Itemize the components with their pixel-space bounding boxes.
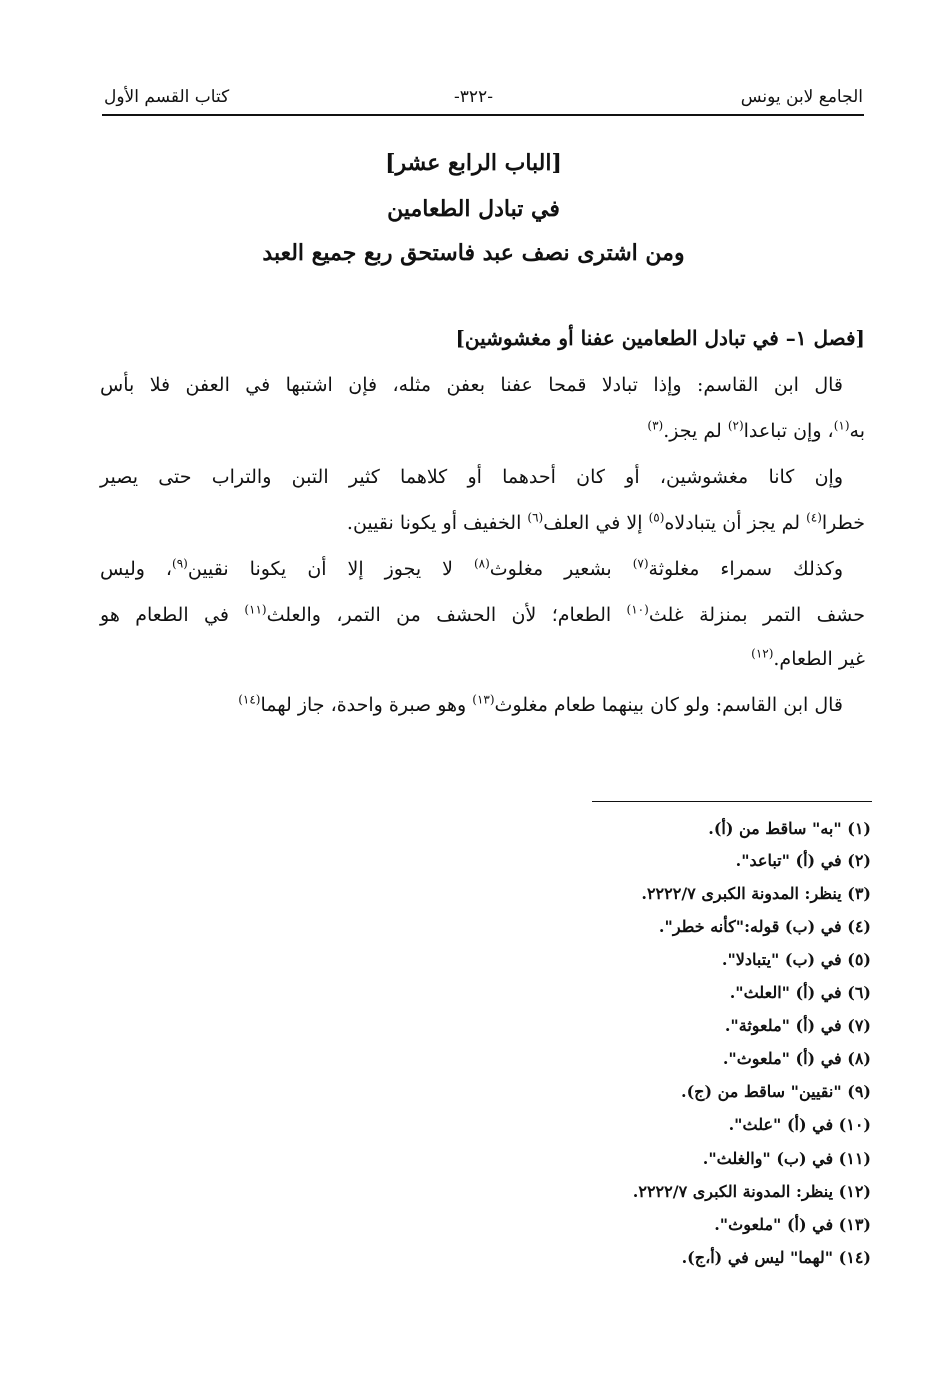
- text-run: وكذلك سمراء مغلوثة: [648, 558, 844, 580]
- paragraph-3-line-3: [751, 644, 865, 674]
- footnote-ref-6: (٦): [527, 510, 544, 525]
- footnote-2: (٢) في (أ) "تباعد".: [735, 851, 871, 870]
- footnote-12: (١٢) ينظر: المدونة الكبرى ٢٢٢٢/٧.: [632, 1182, 871, 1201]
- paragraph-3-line-1: [100, 554, 865, 584]
- footnote-ref-12: (١٢): [751, 646, 774, 661]
- text-run: لا يجوز إلا أن يكونا نقيين: [187, 558, 474, 580]
- chapter-subtitle: في تبادل الطعامين: [387, 196, 560, 222]
- footnote-ref-8: (٨): [473, 556, 490, 571]
- footnote-ref-9: (٩): [172, 556, 188, 571]
- text-run: إلا في العلف: [543, 512, 649, 534]
- footnote-ref-7: (٧): [632, 556, 649, 571]
- text-run: في الطعام هو: [100, 604, 245, 626]
- footnote-ref-10: (١٠): [626, 602, 649, 617]
- chapter-title: [الباب الرابع عشر]: [385, 150, 562, 176]
- footnote-8: (٨) في (أ) "ملعوث".: [722, 1049, 871, 1068]
- footnote-9: (٩) "نقيين" ساقط من (ج).: [681, 1082, 871, 1101]
- footnote-14: (١٤) "لهما" ليس في (أ،ج).: [681, 1248, 871, 1267]
- footnote-11: (١١) في (ب) "والغلث".: [702, 1149, 871, 1168]
- running-header-book-title: الجامع لابن يونس: [740, 87, 863, 107]
- header-divider: [102, 114, 864, 116]
- footnote-ref-2: (٢): [727, 418, 744, 433]
- text-run: ، وليس: [100, 558, 173, 580]
- footnote-5: (٥) في (ب) "يتبادلا".: [721, 950, 871, 969]
- text-run: خطرا: [821, 512, 865, 534]
- footnote-1: (١) "به" ساقط من (أ).: [708, 819, 871, 838]
- text-run: قال ابن القاسم: ولو كان بينهما طعام مغلوث: [494, 694, 843, 716]
- footnote-divider: [592, 801, 872, 802]
- footnote-10: (١٠) في (أ) "علث".: [728, 1115, 871, 1134]
- section-heading: [فصل ١– في تبادل الطعامين عفنا أو مغشوشين]: [455, 326, 865, 350]
- footnote-ref-4: (٤): [806, 510, 822, 525]
- chapter-subtitle-2: ومن اشترى نصف عبد فاستحق ربع جميع العبد: [262, 240, 685, 266]
- footnote-ref-13: (١٣): [472, 692, 495, 707]
- paragraph-4-line-1: [238, 690, 865, 720]
- text-run: لم يجز.: [663, 420, 728, 442]
- footnote-7: (٧) في (أ) "ملعوثة".: [724, 1016, 871, 1035]
- footnote-ref-1: (١): [833, 418, 850, 433]
- paragraph-1-line-2: [647, 416, 865, 446]
- text-run: الخفيف أو يكونا نقيين.: [346, 512, 528, 534]
- footnote-ref-11: (١١): [244, 602, 267, 617]
- text-run: وهو صبرة واحدة، جاز لهما: [260, 694, 473, 716]
- footnote-ref-3: (٣): [647, 418, 664, 433]
- footnote-ref-5: (٥): [648, 510, 665, 525]
- footnote-ref-14: (١٤): [238, 692, 261, 707]
- paragraph-2-line-1: وإن كانا مغشوشين، أو كان أحدهما أو كلاهما كثير التبن والتراب حتى يصير: [100, 466, 843, 488]
- text-run: الطعام؛ لأن الحشف من التمر، والعلث: [266, 604, 627, 626]
- running-header-section: كتاب القسم الأول: [104, 87, 230, 107]
- footnote-3: (٣) ينظر: المدونة الكبرى ٢٢٢٢/٧.: [641, 884, 871, 903]
- paragraph-2-line-2: [347, 508, 865, 538]
- text-run: غير الطعام.: [773, 648, 865, 670]
- text-run: لم يجز أن يتبادلاه: [664, 512, 807, 534]
- page-number: -٣٢٢-: [454, 87, 493, 107]
- text-run: به: [849, 420, 865, 442]
- footnote-4: (٤) في (ب) قوله:"كأنه خطر".: [658, 917, 871, 936]
- text-run: حشف التمر بمنزلة غلث: [648, 604, 865, 626]
- paragraph-1-line-1: قال ابن القاسم: وإذا تبادلا قمحا عفنا بعفن مثله، فإن اشتبها في العفن فلا بأس: [100, 374, 843, 396]
- text-run: ، وإن تباعدا: [743, 420, 834, 442]
- text-run: بشعير مغلوث: [489, 558, 633, 580]
- footnote-6: (٦) في (أ) "العلث".: [729, 983, 871, 1002]
- paragraph-3-line-2: [100, 600, 865, 630]
- footnote-13: (١٣) في (أ) "ملعوث".: [714, 1215, 871, 1234]
